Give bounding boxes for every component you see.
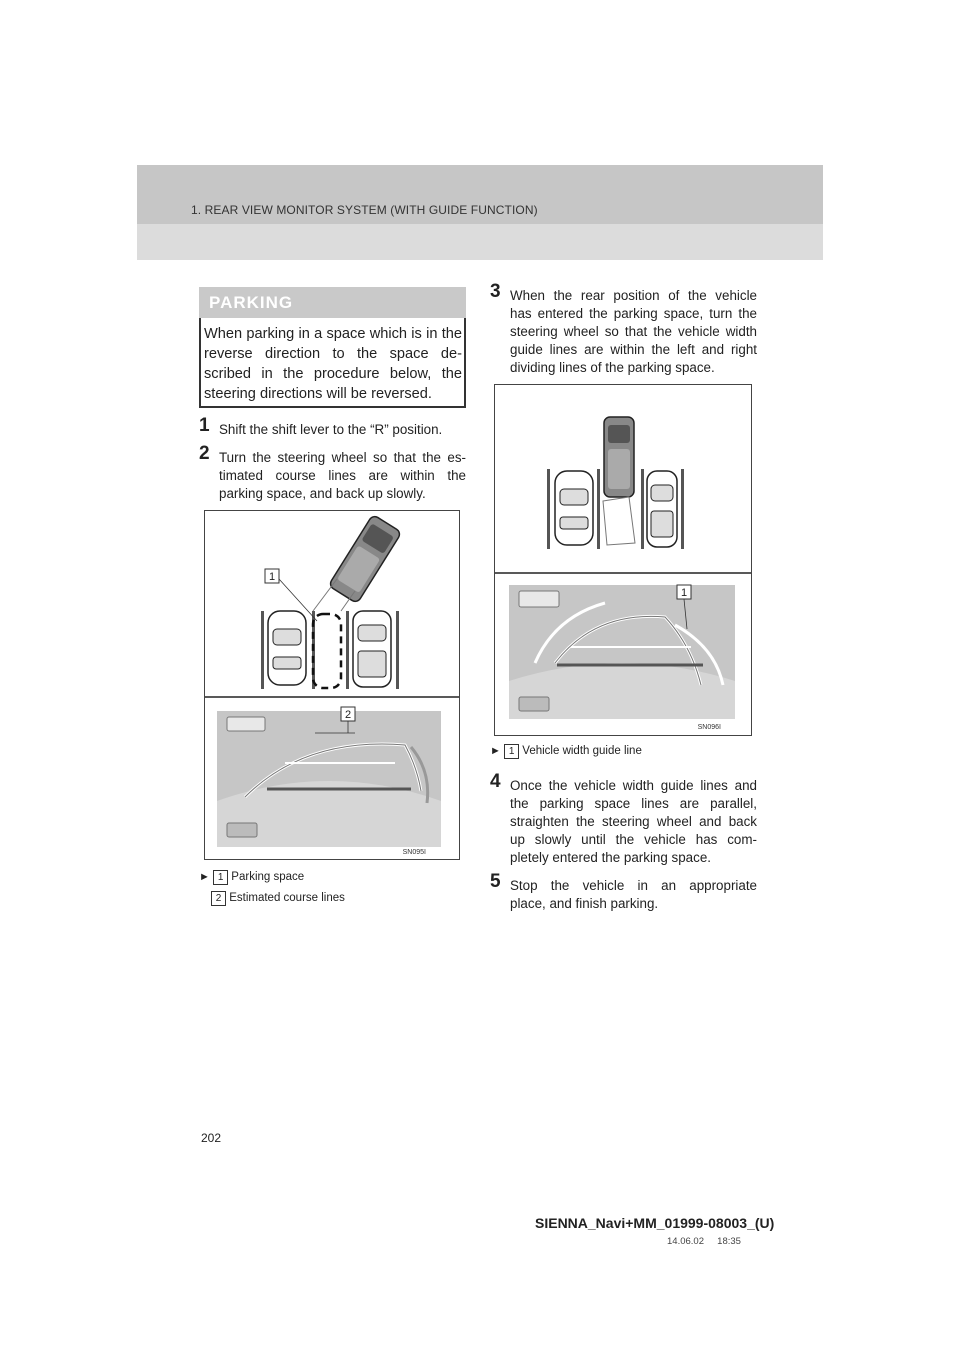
step-line: dividing lines of the parking space.: [510, 360, 715, 375]
parked-car-right-icon: [647, 471, 677, 547]
step-3: [490, 281, 758, 382]
legend-arrow-icon: ►: [490, 745, 501, 757]
section-title: PARKING: [209, 293, 294, 312]
page-number: 202: [201, 1131, 222, 1145]
reversing-vehicle-icon: [604, 417, 634, 497]
figure1-legend-row-1: [199, 870, 304, 885]
step-line: up slowly until the vehicle has com-: [510, 832, 757, 847]
step-4: [490, 771, 758, 872]
reversing-vehicle-icon: [328, 514, 401, 603]
legend-label: Vehicle width guide line: [522, 745, 642, 757]
step-number: 2: [199, 443, 210, 464]
figure1-legend-row-2: [211, 891, 345, 906]
note-box: [199, 318, 466, 408]
step-number: 5: [490, 871, 501, 892]
step-line: guide lines are within the left and right: [510, 342, 757, 357]
step-number: 3: [490, 281, 501, 302]
figure-parking-step2: [204, 510, 460, 860]
step-line: parking space, and back up slowly.: [219, 486, 426, 501]
callout-label: 1: [269, 571, 276, 583]
callout-label: 1: [681, 587, 688, 599]
parking-space-outline: [313, 614, 341, 688]
step-number: 4: [490, 771, 501, 792]
legend-badge: 1: [213, 870, 228, 885]
step-2: [199, 443, 467, 504]
step-line: Turn the steering wheel so that the es-: [219, 450, 466, 465]
figure2-legend-row-1: [490, 744, 642, 759]
parked-car-right-icon: [353, 611, 391, 687]
print-timestamp: 14.06.02 18:35: [667, 1236, 741, 1247]
note-text: When parking in a space which is in the reverse direction to the space de-scribed in the procedure below, the steering directions will be reversed.: [204, 326, 462, 402]
step-line: Once the vehicle width guide lines and: [510, 778, 757, 793]
figure-code: SN096I: [697, 724, 721, 731]
document-id: SIENNA_Navi+MM_01999-08003_(U): [535, 1215, 775, 1231]
step-line: pletely entered the parking space.: [510, 850, 711, 865]
step-line: steering wheel so that the vehicle width: [510, 324, 757, 339]
step-5: [490, 871, 758, 916]
figure-parking-step3: [494, 384, 752, 736]
header-title: 1. REAR VIEW MONITOR SYSTEM (WITH GUIDE FUNCTION): [191, 203, 538, 217]
figure-illustration: [495, 385, 751, 735]
parked-car-left-icon: [268, 611, 306, 685]
figure-code: SN095I: [402, 849, 426, 856]
legend-label: Estimated course lines: [229, 892, 345, 904]
legend-badge: 2: [211, 891, 226, 906]
step-line: When the rear position of the vehicle: [510, 288, 757, 303]
step-line: the parking space lines are parallel,: [510, 796, 757, 811]
section-heading: [199, 287, 466, 318]
step-number: 1: [199, 415, 210, 436]
parked-car-left-icon: [555, 471, 593, 545]
legend-arrow-icon: ►: [199, 871, 210, 883]
step-line: place, and finish parking.: [510, 896, 659, 911]
header-band: [137, 165, 823, 260]
legend-badge: 1: [504, 744, 519, 759]
step-line: has entered the parking space, turn the: [510, 306, 757, 321]
callout-label: 2: [345, 709, 352, 721]
legend-label: Parking space: [231, 871, 305, 883]
step-1: [199, 415, 467, 440]
step-line: Stop the vehicle in an appropriate: [510, 878, 757, 893]
step-text: Shift the shift lever to the “R” position.: [219, 422, 443, 437]
step-line: timated course lines are within the: [219, 468, 466, 483]
step-line: straighten the steering wheel and back: [510, 814, 757, 829]
figure-illustration: [205, 511, 459, 859]
